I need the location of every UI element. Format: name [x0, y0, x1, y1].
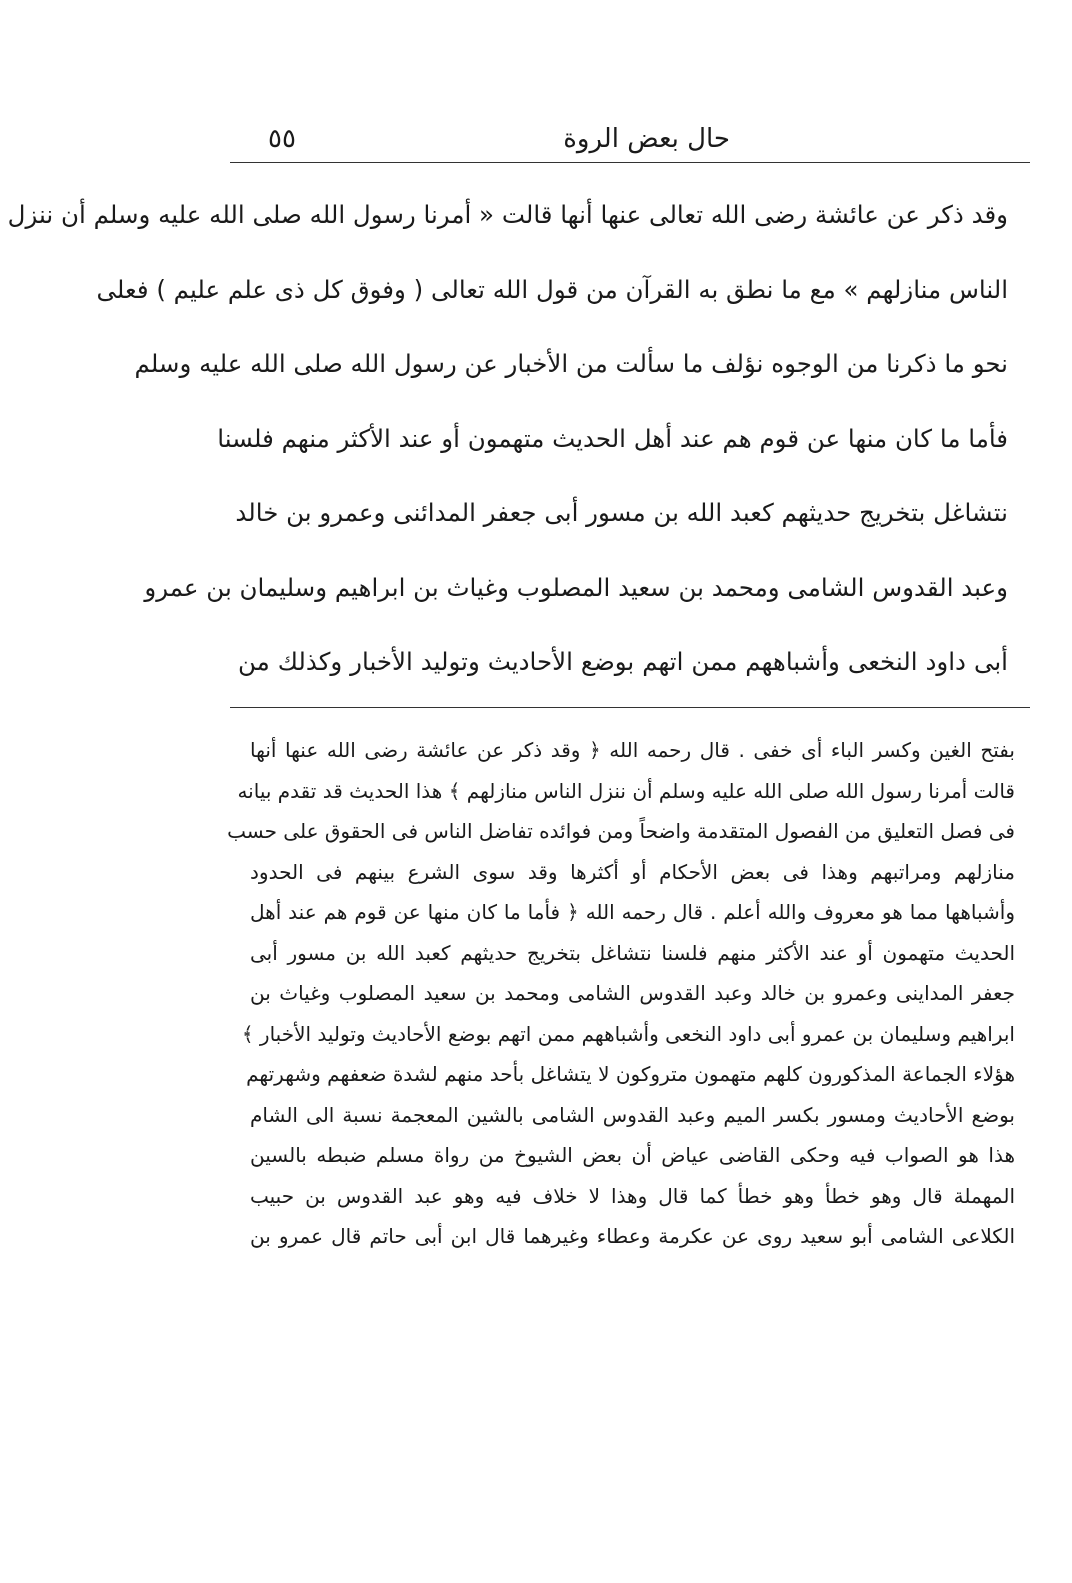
main-text-block [7, 178, 1008, 700]
main-text-line: الناس منازلهم » مع ما نطق به القرآن من قول الله تعالى ( وفوق كل ذى علم عليم ) فعلى [96, 274, 1008, 304]
commentary-line: بفتح الغين وكسر الباء أى خفى . قال رحمه الله ﴿ وقد ذكر عن عائشة رضى الله عنها أنها [250, 738, 1015, 762]
header-rule [230, 162, 1030, 163]
commentary-line: الكلاعى الشامى أبو سعيد روى عن عكرمة وعطاء وغيرهما قال ابن أبى حاتم قال عمرو بن [250, 1224, 1015, 1248]
main-text-line: وعبد القدوس الشامى ومحمد بن سعيد المصلوب وغياث بن ابراهيم وسليمان بن عمرو [144, 572, 1008, 602]
commentary-line: الحديث متهمون أو عند الأكثر منهم فلسنا نتشاغل بتخريج حديثهم كعبد الله بن مسور أبى [250, 940, 1015, 965]
main-text-line: أبى داود النخعى وأشباههم ممن اتهم بوضع الأحاديث وتوليد الأخبار وكذلك من [238, 647, 1008, 676]
commentary-line: جعفر المداينى وعمرو بن خالد وعبد القدوس الشامى ومحمد بن سعيد المصلوب وغياث بن [250, 981, 1015, 1005]
commentary-line: وأشباهها مما هو معروف والله أعلم . قال رحمه الله ﴿ فأما ما كان منها عن قوم هم عند أهل [250, 900, 1015, 924]
main-text-line: فأما ما كان منها عن قوم هم عند أهل الحديث متهمون أو عند الأكثر منهم فلسنا [217, 423, 1008, 453]
commentary-line: هؤلاء الجماعة المذكورون كلهم متهمون متروكون لا يتشاغل بأحد منهم لشدة ضعفهم وشهرتهم [246, 1062, 1015, 1086]
commentary-line: المهملة قال وهو خطأ وهو خطأ كما قال وهذا لا خلاف فيه وهو عبد القدوس بن حبيب [250, 1183, 1015, 1208]
main-text-line: نتشاغل بتخريج حديثهم كعبد الله بن مسور أبى جعفر المدائنى وعمرو بن خالد [235, 498, 1008, 527]
commentary-line: هذا هو الصواب فيه وحكى القاضى عياض أن بعض الشيوخ من رواة مسلم ضبطه بالسين [250, 1143, 1015, 1167]
page-number: ٥٥ [268, 124, 296, 154]
commentary-line: ابراهيم وسليمان بن عمرو أبى داود النخعى وأشباههم ممن اتهم بوضع الأحاديث وتوليد الأخبار ﴾ [241, 1021, 1015, 1046]
running-title: حال بعض الروة [563, 124, 730, 154]
main-text-line: نحو ما ذكرنا من الوجوه نؤلف ما سألت من الأخبار عن رسول الله صلى الله عليه وسلم [134, 349, 1008, 378]
commentary-line: بوضع الأحاديث ومسور بكسر الميم وعبد القدوس الشامى بالشين المعجمة نسبة الى الشام [250, 1102, 1015, 1127]
page-header [240, 118, 1020, 166]
commentary-line: فى فصل التعليق من الفصول المتقدمة واضحاً ومن فوائده تفاضل الناس فى الحقوق على حسب [227, 819, 1015, 843]
commentary-line: منازلهم ومراتبهم وهذا فى بعض الأحكام أو أكثرها وقد سوى الشرع بينهم فى الحدود [250, 859, 1015, 884]
commentary-line: قالت أمرنا رسول الله صلى الله عليه وسلم أن ننزل الناس منازلهم ﴾ هذا الحديث قد تقدم بيانه [237, 778, 1015, 803]
commentary-block [227, 730, 1015, 1257]
main-text-line: وقد ذكر عن عائشة رضى الله تعالى عنها أنها قالت « أمرنا رسول الله صلى الله عليه وسلم أن ننزل [7, 200, 1008, 229]
section-divider-rule [230, 707, 1030, 708]
